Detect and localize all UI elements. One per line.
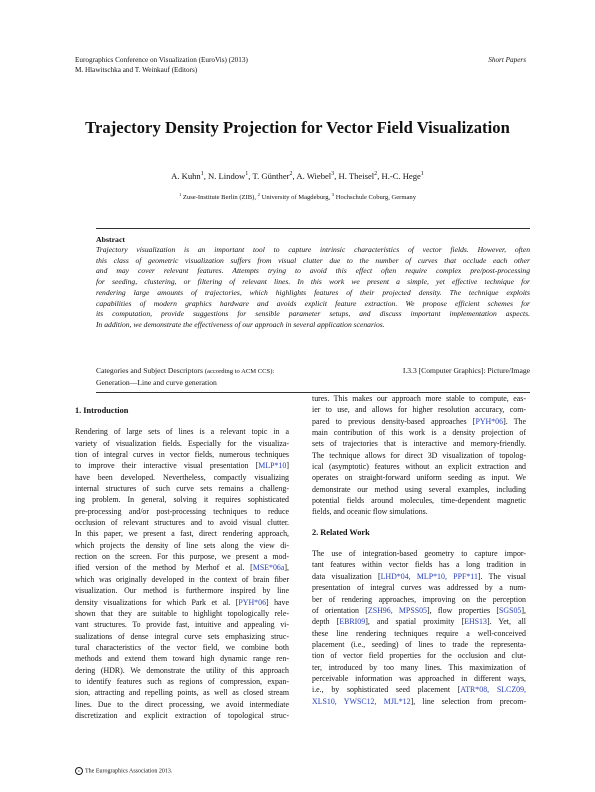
abstract-line: this class of geometric visualization suffers from visual clutter due to the number of curves that occlude each other (96, 255, 530, 265)
line-text: visualization. Our method is furthermore inspired by line (75, 586, 289, 596)
line-text: density visualizations for which Park et al. [ (75, 597, 239, 607)
paper-title: Trajectory Density Projection for Vector Field Visualization (85, 118, 510, 137)
section-heading-introduction: 1. Introduction (75, 406, 129, 415)
line-text: ] (286, 461, 289, 471)
text-line (75, 653, 289, 664)
author: A. Kuhn (171, 171, 201, 181)
related-work-body (312, 548, 526, 707)
line-text: ier to use, and allows for higher resolution accuracy, com- (312, 405, 526, 415)
line-text: potential fields around molecules, time-dependent magnetic (312, 496, 526, 506)
line-text: these line rendering techniques require a well-conceived (312, 628, 526, 638)
ccs-label: Categories and Subject Descriptors (96, 366, 203, 375)
author-affiliation-mark: 1 (245, 171, 249, 178)
line-text: The use of integration-based geometry to capture impor- (312, 549, 526, 559)
line-text: shown that they are suitable to highlight topologically rele- (75, 608, 289, 618)
author: T. Günther (252, 171, 290, 181)
affiliation: Zuse-Institute Berlin (ZIB), (181, 194, 258, 201)
ccs-descriptors (96, 366, 530, 388)
text-line (75, 631, 289, 642)
line-text: ], flow properties [ (426, 605, 499, 615)
text-line (312, 673, 526, 684)
line-text: presentation of integral curves was addressed by a num- (312, 583, 526, 593)
line-text: ber of rendering approaches, improving on the perception (312, 594, 526, 604)
text-line (75, 665, 289, 676)
text-line (312, 404, 526, 415)
text-line (312, 628, 526, 639)
text-line (312, 427, 526, 438)
abstract-heading: Abstract (96, 235, 126, 244)
abstract-line: for seeding, clustering, or filtering of relevant lines. In this work we present a simple, yet effective technique for (96, 277, 530, 287)
copyright-footer (75, 767, 172, 775)
text-line (75, 574, 289, 585)
line-text: of orientation [ (312, 605, 368, 615)
line-text: perceivable information was approached in different ways, (312, 673, 526, 683)
line-text: ical (asymptotic) features without an explicit extraction and (312, 462, 526, 472)
text-line (312, 696, 526, 707)
line-text: variety of visualization fields. Especially for the visualiza- (75, 438, 289, 448)
citation-link[interactable]: EHS13 (464, 617, 487, 627)
author-affiliation-mark: 1 (200, 171, 204, 178)
line-text: discretization and explicit extraction of topological struc- (75, 710, 289, 720)
abstract-line: and may cover relevant features. Attempts trying to avoid this effect often require complex pre/post-processing (96, 266, 530, 276)
citation-link[interactable]: ZSH96, MPSS05 (367, 605, 427, 615)
text-line (75, 517, 289, 528)
abstract-body (96, 245, 530, 331)
line-text: ]. The (503, 416, 527, 426)
text-line (75, 619, 289, 630)
citation-link[interactable]: PYH*06 (475, 416, 504, 426)
line-text: ], line selection from precom- (410, 696, 527, 706)
line-text: ified version of the method by Merhof et al. [ (75, 563, 253, 573)
line-text: ], (521, 605, 526, 615)
text-line (312, 548, 526, 559)
ccs-line (96, 366, 530, 378)
line-text: pared to previous density-based approaches [ (312, 416, 476, 426)
text-line (312, 416, 526, 427)
copyright-icon: c (75, 767, 83, 775)
line-text: tion of integral curves in vector fields, numerous techniques (75, 450, 289, 460)
text-line (75, 562, 289, 573)
text-line (75, 449, 289, 460)
text-line (312, 393, 526, 404)
text-line (312, 472, 526, 483)
line-text: pre-processing and/or post-processing techniques to reduce (75, 506, 289, 516)
text-line (312, 662, 526, 673)
line-text: ]. The visual (477, 571, 526, 581)
text-line (75, 585, 289, 596)
citation-link[interactable]: PYH*06 (238, 597, 267, 607)
track-label: Short Papers (488, 56, 526, 64)
line-text: tant features within vector fields has a long tradition in (312, 560, 526, 570)
author-affiliation-mark: 2 (289, 171, 293, 178)
line-text: which projects the density of line sets along the view di- (75, 540, 289, 550)
text-line (75, 676, 289, 687)
line-text: ], (284, 563, 289, 573)
affiliation: University of Magdeburg, (259, 194, 332, 201)
text-line (75, 710, 289, 721)
text-line (75, 687, 289, 698)
text-line (75, 472, 289, 483)
ccs-note: (according to ACM CCS): (204, 368, 275, 375)
affiliation-mark: 2 (257, 191, 260, 197)
author: H. Theisel (338, 171, 375, 181)
line-text: placement (i.e., seeding) of lines to trade the representa- (312, 639, 526, 649)
author-list: A. Kuhn$^1$, N. Lindow$^1$, T. Günther$^2$, A. Wiebel$^3$, H. Theisel$^2$, H.-C. Hege$^1$ (171, 171, 424, 181)
text-line (312, 605, 526, 616)
venue-line: Eurographics Conference on Visualization (EuroVis) (2013) (75, 56, 248, 64)
text-line (312, 495, 526, 506)
text-line (75, 642, 289, 653)
line-text: to identify features such as regions of compression, expan- (75, 676, 289, 686)
author: N. Lindow (208, 171, 246, 181)
text-line (75, 460, 289, 471)
text-line (75, 506, 289, 517)
text-line (75, 426, 289, 437)
text-line (312, 582, 526, 593)
abstract-line: capabilities of modern graphics hardware and avoids explicit feature extraction. We propose efficient schemes for (96, 298, 530, 308)
text-line (75, 483, 289, 494)
affiliation: Hochschule Coburg, Germany (334, 194, 417, 201)
left-column (75, 405, 289, 721)
introduction-body (75, 426, 289, 721)
text-line (75, 597, 289, 608)
citation-link[interactable]: SGS05 (498, 605, 522, 615)
text-line (75, 438, 289, 449)
abstract-line: its computation, provide suggestions for sensible parameter setups, and discuss important implementation aspects. (96, 309, 530, 319)
introduction-continued (312, 393, 526, 518)
author-affiliation-mark: 2 (374, 171, 378, 178)
line-text: internal structures of such curve sets remains a challeng- (75, 484, 289, 494)
text-line (312, 559, 526, 570)
line-text: The technique allows for direct 3D visualization of topolog- (312, 450, 526, 460)
citation-link[interactable]: MSE*06a (252, 563, 285, 573)
line-text: rection on the screen. For this purpose, we present a mod- (75, 552, 289, 562)
affiliation-mark: 1 (178, 191, 182, 197)
text-line (75, 540, 289, 551)
line-text: depth [ (312, 617, 340, 627)
text-line (312, 461, 526, 472)
text-line (75, 608, 289, 619)
line-text: tion of vector field properties for the occlusion and clut- (312, 651, 526, 661)
line-text: ] have (266, 597, 290, 607)
author: A. Wiebel (296, 171, 332, 181)
line-text: sion, attracting and repelling points, as well as closed stream (75, 688, 289, 698)
line-text: ter, introduced by too many lines. This maximization of (312, 662, 526, 672)
line-text: vant structures. To provide fast, intuitive and appealing vi- (75, 620, 289, 630)
text-line (75, 551, 289, 562)
line-text: methods and extend them toward high dynamic range ren- (75, 654, 289, 664)
section-heading-related-work: 2. Related Work (312, 527, 370, 537)
text-line (312, 438, 526, 449)
line-text: lines. Due to the direct processing, we avoid intermediate (75, 699, 289, 709)
text-line (312, 616, 526, 627)
text-line (312, 506, 526, 517)
line-text: ], and spatial proximity [ (365, 617, 465, 627)
affiliation-mark: 3 (331, 191, 335, 197)
text-line (312, 639, 526, 650)
line-text: occlusion of relevant structures and to avoid visual clutter. (75, 518, 289, 528)
text-line (312, 650, 526, 661)
line-text: to improve their interactive visual presentation [ (75, 461, 259, 471)
line-text: data visualization [ (312, 571, 381, 581)
text-line (312, 484, 526, 495)
line-text: Rendering of large sets of lines is a relevant topic in a (75, 427, 289, 437)
citation-link[interactable]: EBRI09 (339, 617, 366, 627)
line-text: tural characteristics of the vector field, we combine both (75, 642, 289, 652)
text-line (312, 684, 526, 695)
ccs-line-2: Generation—Line and curve generation (96, 377, 217, 387)
line-text: have been developed. Nevertheless, compactly visualizing (75, 472, 289, 482)
line-text: i.e., by sophisticated seed placement [ (312, 685, 461, 695)
line-text: sualizations of dense integral curve sets emphasizing struc- (75, 631, 289, 641)
text-line (75, 494, 289, 505)
abstract-top-rule (96, 228, 530, 229)
copyright-text: The Eurographics Association 2013. (85, 768, 173, 775)
line-text: dering (HDR). We demonstrate the utility of this approach (75, 665, 289, 675)
line-text: demonstrate our method using several examples, including (312, 484, 526, 494)
line-text: ing problem. In general, solving it requires sophisticated (75, 495, 289, 505)
author: H.-C. Hege (381, 171, 421, 181)
abstract-line: Trajectory visualization is an important tool to capture intrinsic characteristics of vector fields. However, often (96, 245, 530, 254)
line-text: ]. Yet, all (486, 617, 526, 627)
author-affiliation-mark: 3 (331, 171, 335, 178)
line-text: tures. This makes our approach more stable to compute, eas- (312, 394, 526, 403)
right-column (312, 393, 526, 707)
text-line (75, 528, 289, 539)
citation-link[interactable]: LHD*04, MLP*10, PPF*11 (380, 571, 478, 581)
abstract-line: rendering large amounts of trajectories, which highlights features of their projected density. The technique exploits (96, 287, 530, 297)
citation-link[interactable]: MLP*10 (258, 461, 287, 471)
line-text: which was originally developed in the context of brain fiber (75, 574, 289, 584)
line-text: main contribution of this work is a density projection of (312, 428, 526, 438)
abstract-line: In addition, we demonstrate the effectiveness of our approach in several application scenarios. (96, 319, 385, 329)
line-text: sets of trajectories that is interactive and memory-friendly. (312, 439, 526, 449)
text-line (312, 571, 526, 582)
line-text: fields, and oceanic flow simulations. (312, 507, 428, 517)
line-text: In this paper, we present a fast, direct rendering approach, (75, 529, 289, 539)
citation-link[interactable]: ATR*08, SLCZ09, (460, 685, 527, 695)
text-line (312, 450, 526, 461)
text-line (312, 594, 526, 605)
affiliations (0, 191, 595, 201)
line-text: operates on straight-forward uniform seeding as input. We (312, 473, 526, 483)
ccs-category: I.3.3 [Computer Graphics]: Picture/Image (402, 366, 530, 375)
text-line (75, 699, 289, 710)
citation-link[interactable]: XLS10, YWSC12, MJL*12 (312, 696, 411, 706)
editors-line: M. Hlawitschka and T. Weinkauf (Editors) (75, 66, 198, 74)
author-affiliation-mark: 1 (420, 171, 424, 178)
